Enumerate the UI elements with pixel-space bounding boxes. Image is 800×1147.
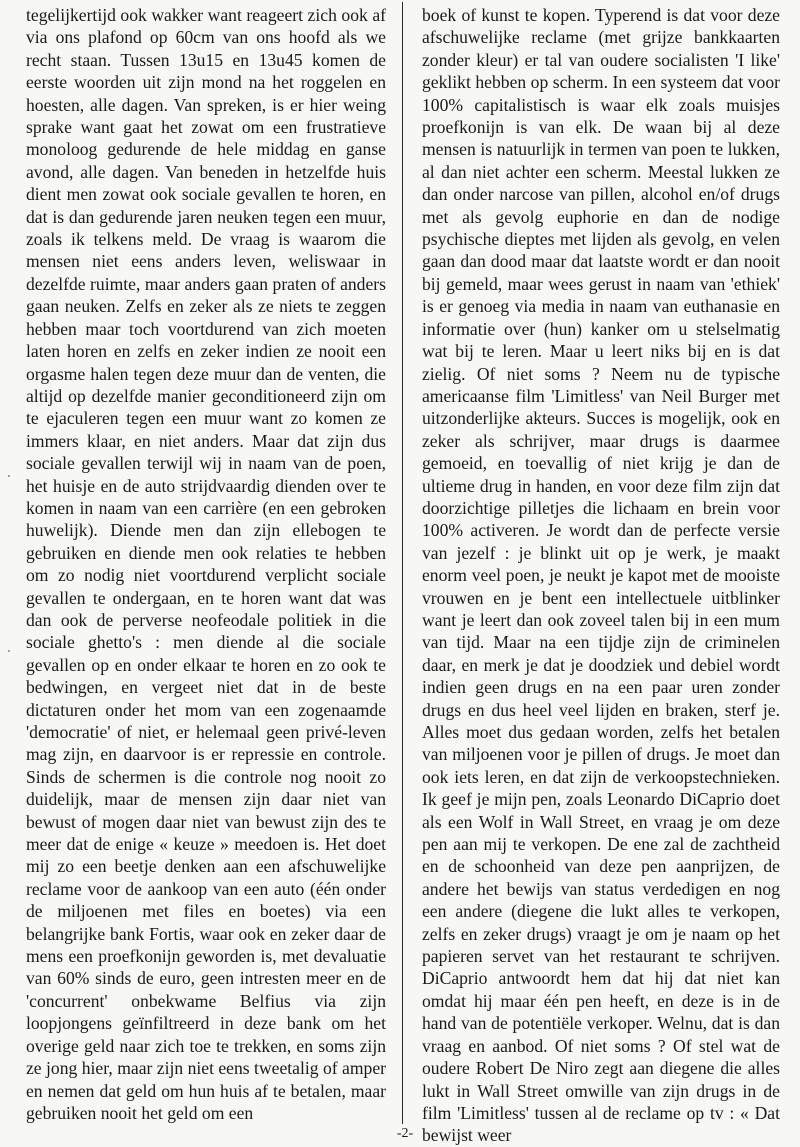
left-column xyxy=(26,4,386,1122)
left-column-text: tegelijkertijd ook wakker want reageert zich ook af via ons plafond op 60cm van ons hoofd als we recht staan. Tussen 13u15 en 13u45 komen de eerste woorden uit zijn mond na het roggelen en hoesten, alle dagen. Van spreken, is er hier weing sprake want gaat het zowat om een frustratieve monoloog gedurende de hele middag en ganse avond, alle dagen. Van beneden in hetzelfde huis dient men zowat ook sociale gevallen te horen, en dat is dan gedurende jaren neuken tegen een muur, zoals ik telkens meld. De vraag is waarom die mensen niet eens anders leven, weliswaar in dezelfde ruimte, maar anders gaan praten of anders gaan neuken. Zelfs en zeker als ze niets te zeggen hebben maar toch voortdurend van zich moeten laten horen en zelfs en zeker indien ze nooit een orgasme halen tegen deze muur dan de venten, die altijd op dezelfde manier geconditioneerd zijn om te ejaculeren tegen een muur want zo komen ze immers klaar, en niet anders. Maar dat zijn dus sociale gevallen terwijl wij in naam van de poen, het huisje en de auto strijdvaardig dienden over te komen in naam van een carrière (en een gebroken huwelijk). Diende men dan zijn ellebogen te gebruiken en diende men ook relaties te hebben om zo nodig niet voortdurend verplicht sociale gevallen te ondergaan, en te horen want dat was dan ook de perverse neofeodale politiek in die sociale ghetto's : men diende al die sociale gevallen op en onder elkaar te horen en zo ook te bedwingen, en vergeet niet dat in de beste dictaturen onder het mom van een zogenaamde 'democratie' of niet, er helemaal geen privé-leven mag zijn, en daarvoor is er repressie en controle. Sinds de schermen is die controle nog nooit zo duidelijk, maar de mensen zijn daar niet van bewust of mogen daar niet van bewust zijn des te meer dat de enige « keuze » meedoen is. Het doet mij zo een beetje denken aan een afschuwelijke reclame voor de aankoop van een auto (één onder de miljoenen met files en boetes) via een belangrijke bank Fortis, waar ook en zeker daar de mens een proefkonijn geworden is, met devaluatie van 60% sinds de euro, geen intresten meer en de 'concurrent' onbekwame Belfius via zijn loopjongens geïnfiltreerd in deze bank om het overige geld naar zich toe te trekken, en soms zijn ze jong hier, maar zijn niet eens tweetalig of amper en nemen dat geld om hun huis af te betalen, maar gebruiken nooit het geld om een xyxy=(26,5,386,1123)
page-number: -2- xyxy=(391,1126,419,1142)
right-column xyxy=(422,4,780,1146)
right-column-text: boek of kunst te kopen. Typerend is dat voor deze afschuwelijke reclame (met grijze bankkaarten zonder kleur) er tal van oudere socialisten 'I like' geklikt hebben op scherm. In een systeem dat voor 100% capitalistisch is waar elk zoals muisjes proefkonijn is van elk. De waan bij al deze mensen is natuurlijk in termen van poen te lukken, al dan niet achter een scherm. Meestal lukken ze dan onder narcose van pillen, alcohol en/of drugs met als gevolg euphorie en dan de nodige psychische dieptes met lijden als gevolg, en velen gaan dan dood maar dat laatste wordt er dan nooit bij gemeld, maar wees gerust in naam van 'ethiek' is er genoeg via media in naam van euthanasie en informatie over (hun) kanker om u stelselmatig wat bij te leren. Maar u leert niks bij en is dat zielig. Of niet soms ? Neem nu de typische americaanse film 'Limitless' van Neil Burger met uitzonderlijke akteurs. Succes is mogelijk, ook en zeker als schrijver, maar drugs is daarmee gemoeid, en toevallig of niet krijg je dan de ultieme drug in handen, en voor deze film zijn dat doorzichtige pilletjes die lichaam en brein voor 100% activeren. Je wordt dan de perfecte versie van jezelf : je blinkt uit op je werk, je maakt enorm veel poen, je neukt je kapot met de mooiste vrouwen en je bent een intellectuele uitblinker want je leert dan ook zoveel talen bij in een mum van tijd. Maar na een tijdje zijn de criminelen daar, en merk je dat je doodziek und debiel wordt indien geen drugs en na een paar uren zonder drugs en dus heel veel lijden en braken, sterf je. Alles moet dus gedaan worden, zelfs het betalen van miljoenen voor je pillen of drugs. Je moet dan ook iets leren, en dat zijn de verkoopstechnieken. Ik geef je mijn pen, zoals Leonardo DiCaprio doet als een Wolf in Wall Street, en vraag je om deze pen aan mij te verkopen. De ene zal de zachtheid en de schoonheid van deze pen aanprijzen, de andere het bewijs van status verdedigen en nog een andere (diegene die lukt alles te verkopen, zelfs en zeker drugs) vraagt je om je naam op het papieren servet van het restaurant te schrijven. DiCaprio antwoordt hem dat hij dat niet kan omdat hij maar één pen heeft, en deze is in de hand van de potentiële verkoper. Welnu, dat is dan vraag en aanbod. Of niet soms ? Of stel wat de oudere Robert De Niro zegt aan diegene die alles lukt in Wall Street omwille van zijn drugs in de film 'Limitless' tussen al de reclame op tv : « Dat bewijst weer xyxy=(422,5,780,1146)
scan-speck xyxy=(8,650,10,652)
column-divider xyxy=(402,2,403,1124)
scan-speck xyxy=(8,475,10,477)
